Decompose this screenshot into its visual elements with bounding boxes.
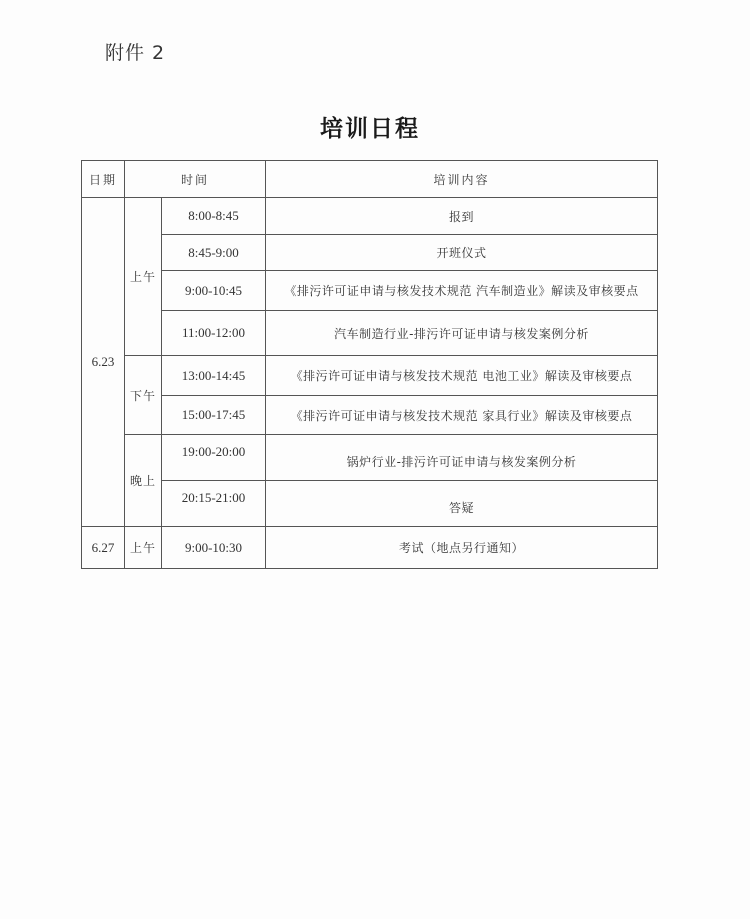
table-row [82, 435, 658, 481]
table-header-row [82, 161, 658, 198]
period-cell: 晚上 [125, 435, 162, 527]
time-cell: 15:00-17:45 [162, 396, 266, 435]
content-cell: 开班仪式 [266, 235, 658, 271]
table-row [82, 396, 658, 435]
column-header-time: 时间 [125, 161, 266, 198]
time-cell: 8:45-9:00 [162, 235, 266, 271]
column-header-date: 日期 [82, 161, 125, 198]
page-title: 培训日程 [320, 116, 420, 142]
time-cell: 8:00-8:45 [162, 198, 266, 235]
time-cell: 19:00-20:00 [162, 435, 266, 481]
date-cell: 6.27 [82, 527, 125, 569]
content-cell: 《排污许可证申请与核发技术规范 汽车制造业》解读及审核要点 [266, 271, 658, 311]
table-row [82, 527, 658, 569]
table-row [82, 235, 658, 271]
table-row [82, 481, 658, 527]
period-cell: 下午 [125, 356, 162, 435]
content-cell: 《排污许可证申请与核发技术规范 家具行业》解读及审核要点 [266, 396, 658, 435]
table-row [82, 198, 658, 235]
content-cell: 答疑 [266, 481, 658, 527]
attachment-label: 附件 2 [105, 42, 166, 64]
period-cell: 上午 [125, 527, 162, 569]
table-row [82, 271, 658, 311]
table-row [82, 311, 658, 356]
date-cell: 6.23 [82, 198, 125, 527]
content-cell: 考试（地点另行通知） [266, 527, 658, 569]
content-cell: 汽车制造行业-排污许可证申请与核发案例分析 [266, 311, 658, 356]
time-cell: 20:15-21:00 [162, 481, 266, 527]
column-header-content: 培训内容 [266, 161, 658, 198]
time-cell: 9:00-10:45 [162, 271, 266, 311]
time-cell: 9:00-10:30 [162, 527, 266, 569]
time-cell: 13:00-14:45 [162, 356, 266, 396]
content-cell: 《排污许可证申请与核发技术规范 电池工业》解读及审核要点 [266, 356, 658, 396]
table-row [82, 356, 658, 396]
schedule-table [81, 160, 658, 569]
content-cell: 锅炉行业-排污许可证申请与核发案例分析 [266, 435, 658, 481]
period-cell: 上午 [125, 198, 162, 356]
time-cell: 11:00-12:00 [162, 311, 266, 356]
content-cell: 报到 [266, 198, 658, 235]
